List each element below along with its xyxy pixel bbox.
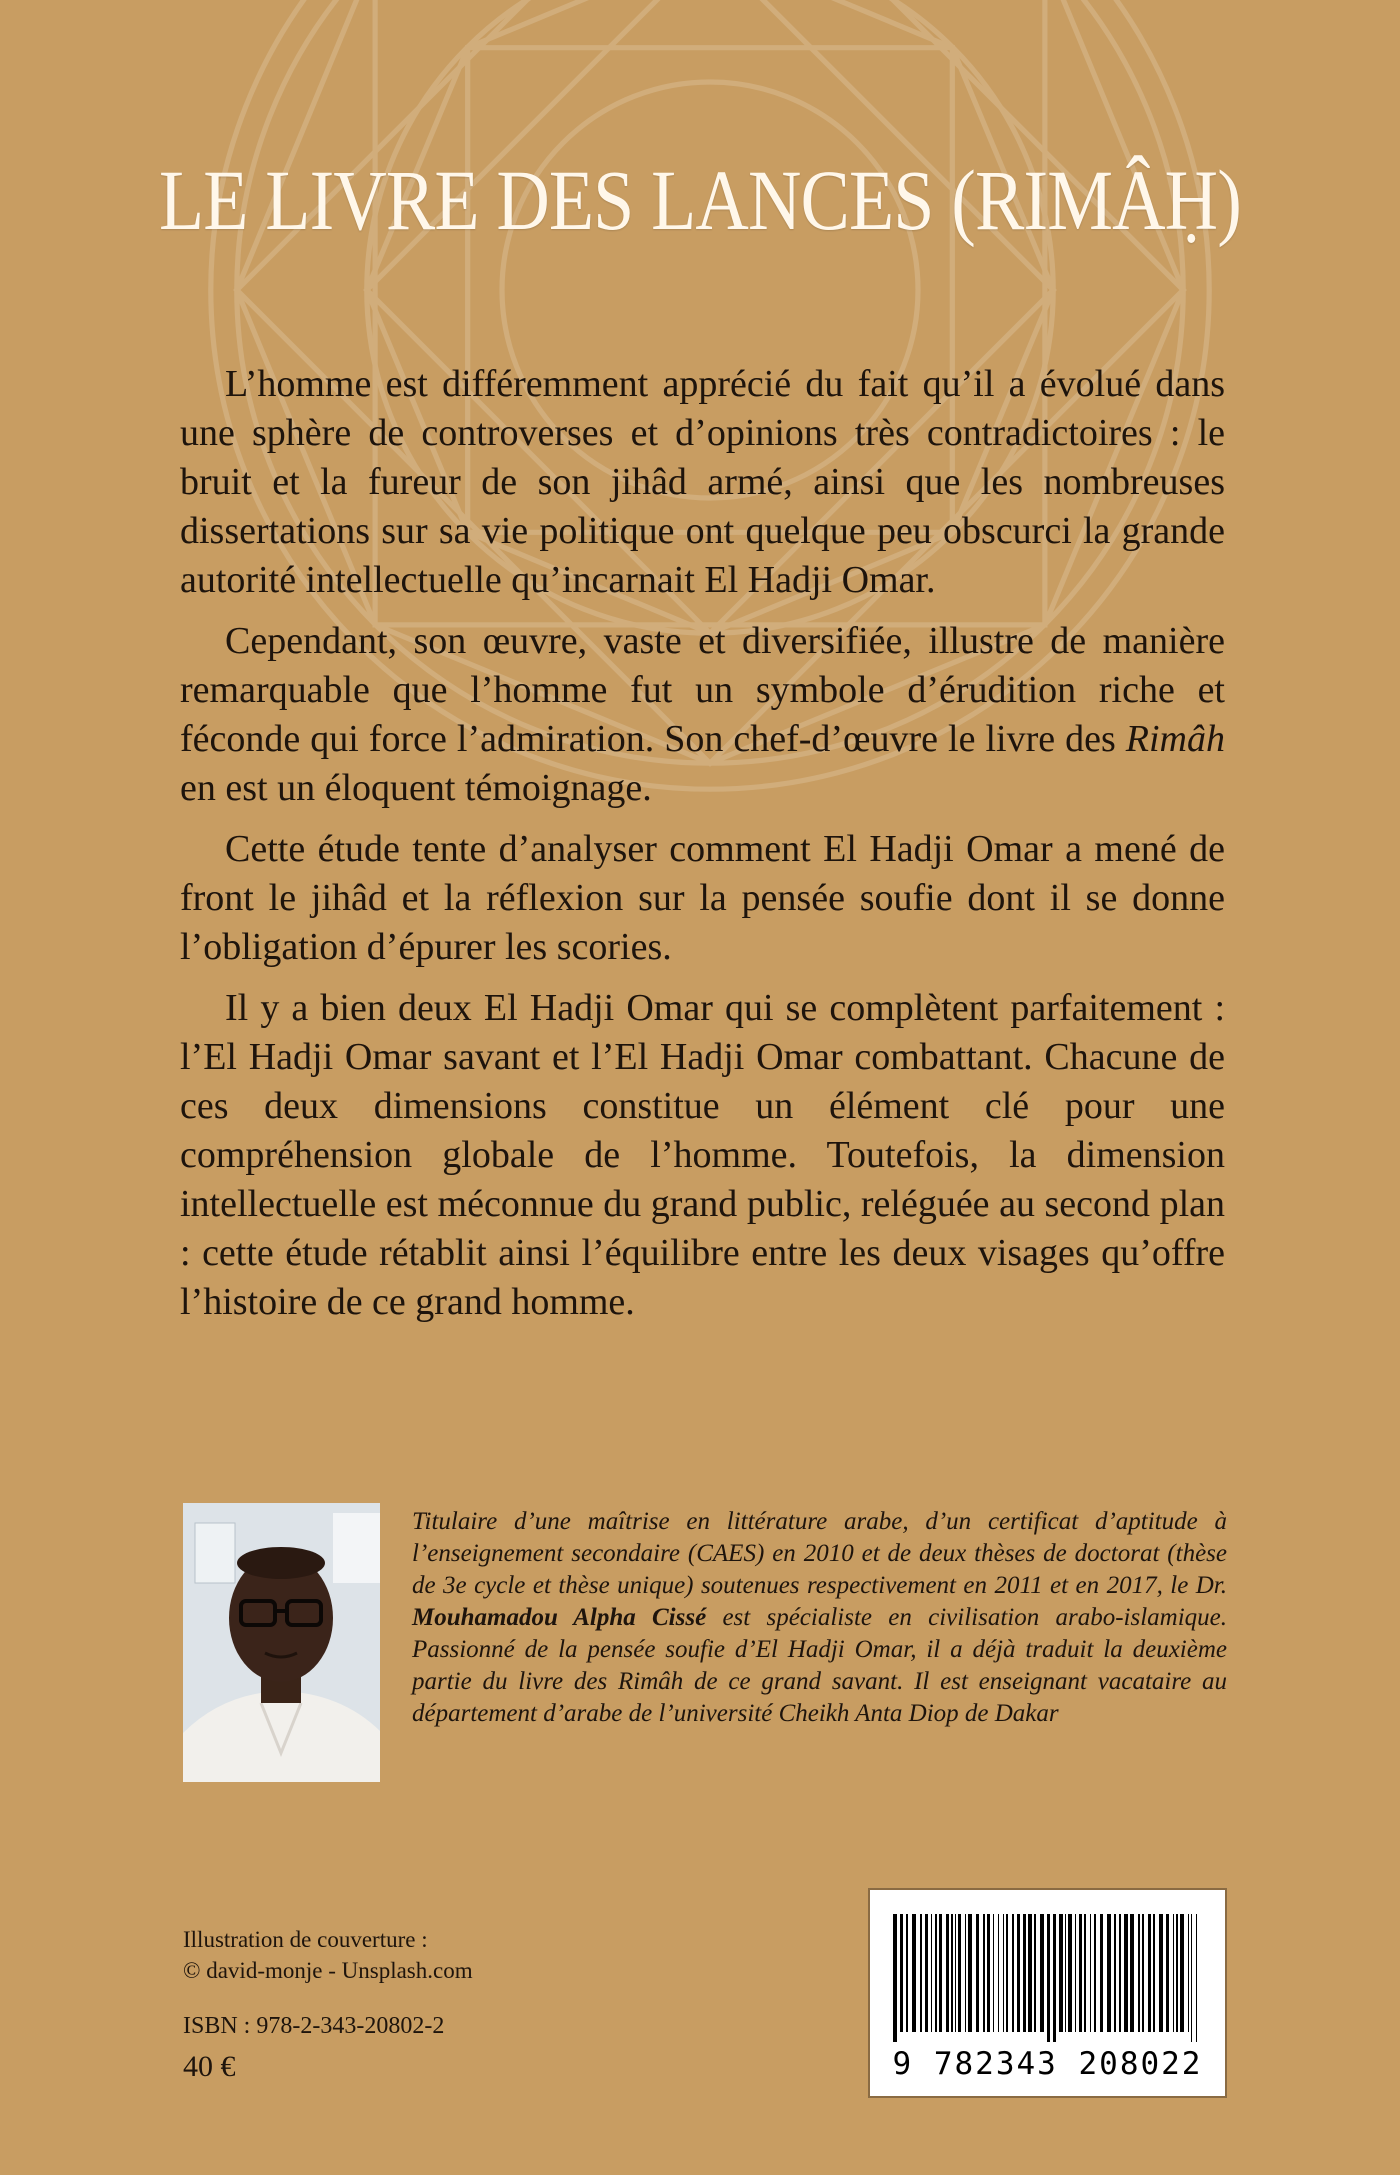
barcode-bar bbox=[998, 1914, 999, 2032]
barcode-digits: 9 782343 208022 bbox=[892, 2046, 1203, 2082]
barcode-bar bbox=[1065, 1914, 1066, 2032]
author-biography: Titulaire d’une maîtrise en littérature arabe, d’un certificat d’aptitude à l’enseignement secondaire (CAES) en 2010 et de deux thèses de doctorat (thèse de 3e cycle et thèse unique) soutenues respectivement en 2011 et en 2017, le Dr. Mouhamadou Alpha Cissé est spécialiste en civilisation arabo-islamique. Passionné de la pensée soufie d’El Hadji Omar, il a déjà traduit la deuxième partie du livre des Rimâh de ce grand savant. Il est enseignant vacataire au département d’arabe de l’université Cheikh Anta Diop de Dakar bbox=[412, 1508, 1227, 1727]
barcode-bar bbox=[1023, 1914, 1026, 2032]
barcode-bar bbox=[1142, 1914, 1144, 2032]
barcode-bar bbox=[1006, 1914, 1008, 2032]
barcode-bar bbox=[1107, 1914, 1111, 2032]
barcode-bar bbox=[1166, 1914, 1169, 2032]
barcode-bar bbox=[1159, 1914, 1163, 2032]
book-title: LE LIVRE DES LANCES (RIMÂḤ) bbox=[158, 152, 1241, 248]
barcode bbox=[868, 1888, 1227, 2098]
credit-label: Illustration de couverture : bbox=[183, 1927, 428, 1952]
barcode-bar bbox=[1124, 1914, 1128, 2032]
barcode-bar bbox=[955, 1914, 956, 2032]
barcode-bar bbox=[951, 1914, 953, 2032]
barcode-bar bbox=[920, 1914, 922, 2032]
barcode-bar bbox=[1138, 1914, 1140, 2032]
barcode-bar bbox=[1079, 1914, 1082, 2032]
isbn: ISBN : 978-2-343-20802-2 bbox=[183, 2013, 445, 2039]
credit-source: © david-monje - Unsplash.com bbox=[183, 1958, 473, 1983]
author-photo bbox=[183, 1503, 380, 1782]
barcode-bars bbox=[889, 1914, 1206, 2042]
barcode-bar bbox=[939, 1914, 942, 2032]
barcode-bar bbox=[1059, 1914, 1063, 2032]
barcode-bar bbox=[1100, 1914, 1103, 2032]
barcode-bar bbox=[1090, 1914, 1091, 2032]
barcode-bar bbox=[1040, 1914, 1044, 2032]
barcode-bar bbox=[925, 1914, 928, 2032]
barcode-bar bbox=[1003, 1914, 1004, 2032]
barcode-bar bbox=[1191, 1914, 1192, 2042]
barcode-bar bbox=[1119, 1914, 1121, 2032]
barcode-bar bbox=[968, 1914, 972, 2032]
barcode-bar bbox=[946, 1914, 949, 2032]
barcode-bar bbox=[1176, 1914, 1178, 2032]
barcode-bar bbox=[1084, 1914, 1086, 2032]
barcode-bar bbox=[1017, 1914, 1020, 2032]
barcode-bar bbox=[906, 1914, 908, 2032]
barcode-bar bbox=[1114, 1914, 1116, 2032]
barcode-bar bbox=[1188, 1914, 1189, 2032]
barcode-bar bbox=[1028, 1914, 1032, 2032]
barcode-bar bbox=[1173, 1914, 1174, 2032]
barcode-bar bbox=[900, 1914, 903, 2032]
back-cover-summary bbox=[180, 360, 1225, 1339]
barcode-bar bbox=[1012, 1914, 1014, 2032]
summary-paragraph-1: L’homme est différemment apprécié du fait qu’il a évolué dans une sphère de controverses et d’opinions très contradictoires : le bruit et la fureur de son jihâd armé, ainsi que les nombreuses dissertations sur sa vie politique ont quelque peu obscurci la grande autorité intellectuelle qu’incarnait El Hadji Omar. bbox=[180, 363, 1225, 601]
barcode-bar bbox=[1068, 1914, 1072, 2032]
barcode-bar bbox=[987, 1914, 990, 2032]
summary-paragraph-2: Cependant, son œuvre, vaste et diversifiée, illustre de manière remarquable que l’homme fut un symbole d’érudition riche et féconde qui force l’admiration. Son chef-d’œuvre le livre des Rimâh en est un éloquent témoignage. bbox=[180, 620, 1225, 809]
summary-paragraph-4: Il y a bien deux El Hadji Omar qui se complètent parfaitement : l’El Hadji Omar savant et l’El Hadji Omar combattant. Chacune de ces deux dimensions constitue un élément clé pour une compréhension globale de l’homme. Toutefois, la dimension intellectuelle est méconnue du grand public, reléguée au second plan : cette étude rétablit ainsi l’équilibre entre les deux visages qu’offre l’histoire de ce grand homme. bbox=[180, 987, 1225, 1323]
barcode-bar bbox=[1053, 1914, 1056, 2042]
barcode-bar bbox=[1075, 1914, 1076, 2032]
barcode-bar bbox=[993, 1914, 994, 2032]
barcode-bar bbox=[1094, 1914, 1096, 2032]
author-name: Mouhamadou Alpha Cissé bbox=[412, 1604, 707, 1631]
barcode-bar bbox=[1196, 1914, 1197, 2042]
barcode-bar bbox=[1047, 1914, 1050, 2042]
barcode-bar bbox=[958, 1914, 961, 2032]
barcode-bar bbox=[976, 1914, 979, 2032]
barcode-bar bbox=[912, 1914, 916, 2032]
barcode-bar bbox=[893, 1914, 897, 2042]
barcode-bar bbox=[983, 1914, 985, 2032]
barcode-bar bbox=[1034, 1914, 1036, 2032]
cover-illustration-credit bbox=[183, 1924, 473, 1986]
barcode-bar bbox=[931, 1914, 932, 2032]
barcode-bar bbox=[1148, 1914, 1151, 2032]
price: 40 € bbox=[183, 2050, 236, 2083]
barcode-bar bbox=[1130, 1914, 1134, 2032]
summary-paragraph-3: Cette étude tente d’analyser comment El Hadji Omar a mené de front le jihâd et la réflexion sur la pensée soufie dont il se donne l’obligation d’épurer les scories. bbox=[180, 828, 1225, 968]
barcode-bar bbox=[1153, 1914, 1155, 2032]
barcode-bar bbox=[1180, 1914, 1184, 2032]
barcode-bar bbox=[965, 1914, 966, 2032]
barcode-bar bbox=[935, 1914, 937, 2032]
